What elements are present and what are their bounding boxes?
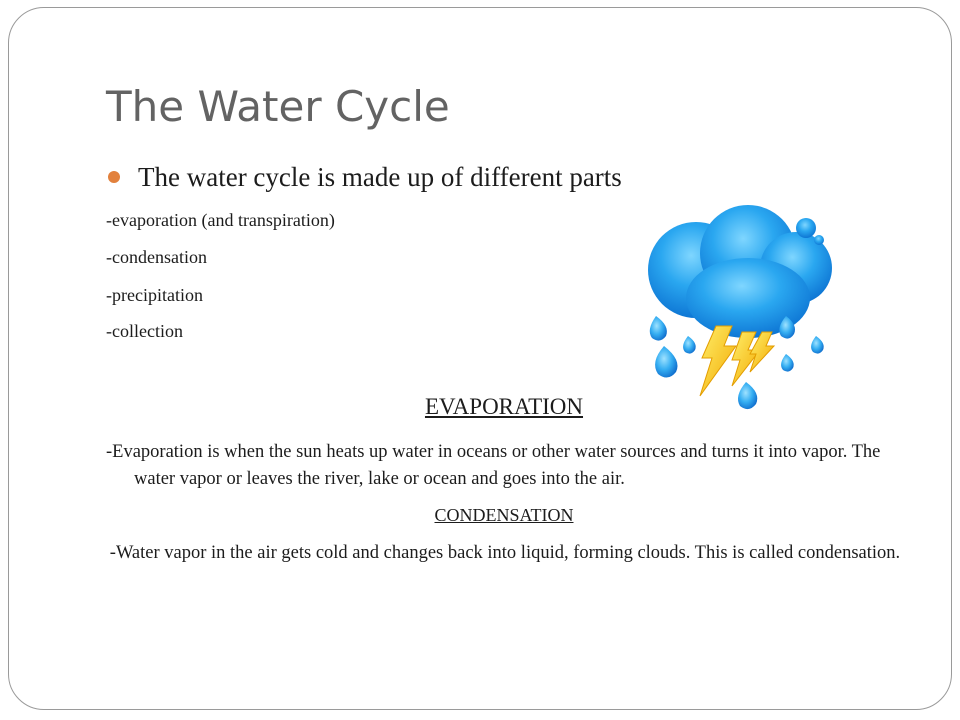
bullet-item <box>108 162 622 193</box>
evaporation-paragraph: -Evaporation is when the sun heats up water in oceans or other water sources and turns it into vapor. The water vapor or leaves the river, lake or ocean and goes into the air. <box>106 442 881 489</box>
bullet-text: The water cycle is made up of different parts <box>138 162 622 192</box>
storm-cloud-icon <box>636 198 836 416</box>
condensation-heading: CONDENSATION <box>434 505 574 525</box>
part-condensation: -condensation <box>106 247 207 267</box>
evaporation-heading: EVAPORATION <box>424 394 584 419</box>
cloud-shape <box>648 205 832 338</box>
part-precipitation: -precipitation <box>106 285 203 305</box>
bullet-dot-icon <box>108 171 120 183</box>
part-evaporation: -evaporation (and transpiration) <box>106 210 335 230</box>
condensation-paragraph: -Water vapor in the air gets cold and changes back into liquid, forming clouds. This is called condensation. <box>109 543 901 563</box>
part-collection: -collection <box>106 321 183 341</box>
slide-title: The Water Cycle <box>106 82 450 131</box>
